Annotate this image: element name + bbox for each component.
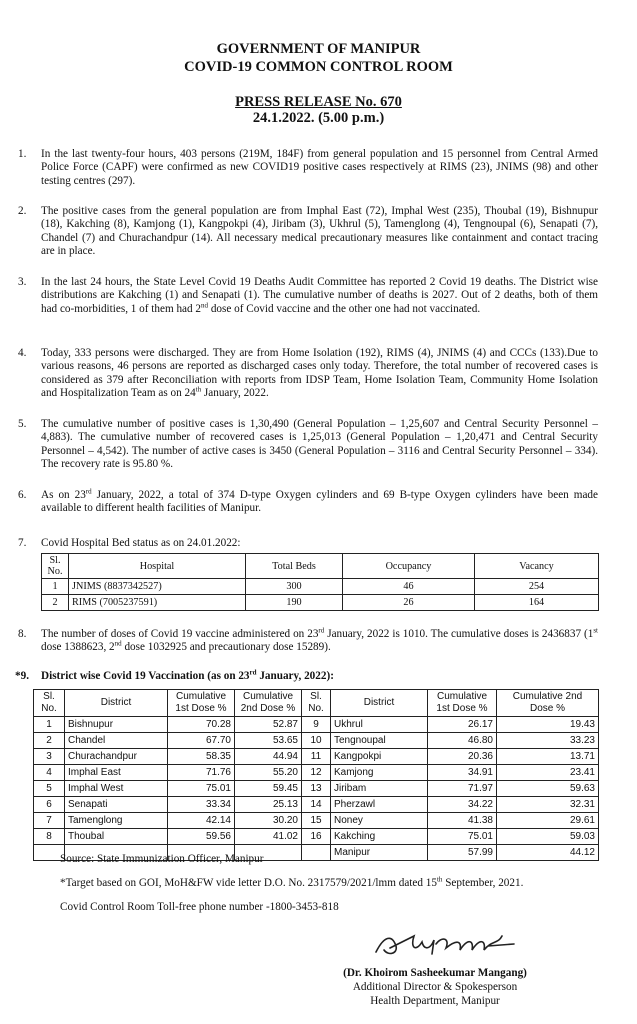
column-header: Cumulative 2nd Dose % <box>235 690 302 717</box>
table-cell: 7 <box>34 813 65 829</box>
column-header: Sl. No. <box>34 690 65 717</box>
table-cell: 25.13 <box>235 797 302 813</box>
header-control-room: COVID-19 COMMON CONTROL ROOM <box>184 59 453 75</box>
table-cell: Noney <box>331 813 428 829</box>
table-row <box>34 733 599 749</box>
table-cell: 26.17 <box>428 717 497 733</box>
table-cell: Kamjong <box>331 765 428 781</box>
column-header: Cumulative 2nd Dose % <box>497 690 599 717</box>
table-cell: 33.34 <box>168 797 235 813</box>
table-cell: 190 <box>246 595 343 611</box>
table-cell: 13.71 <box>497 749 599 765</box>
table-cell: Churachandpur <box>65 749 168 765</box>
table-cell: 59.45 <box>235 781 302 797</box>
table-cell: Tamenglong <box>65 813 168 829</box>
column-header: Total Beds <box>246 554 343 579</box>
table-cell: 19.43 <box>497 717 599 733</box>
vaccination-table <box>33 689 599 861</box>
table-cell: 57.99 <box>428 845 497 861</box>
table-cell: 34.22 <box>428 797 497 813</box>
table-cell: Chandel <box>65 733 168 749</box>
table-cell: 11 <box>302 749 331 765</box>
table-cell: Jiribam <box>331 781 428 797</box>
table-row <box>34 781 599 797</box>
para-vaccine-doses: The number of doses of Covid 19 vaccine administered on 23rd January, 2022 is 1010. The cumulative doses is 2436837 (1st dose 1388623, 2nd dose 1032925 and precautionary dose 15289). <box>41 626 598 654</box>
table-cell: Imphal West <box>65 781 168 797</box>
source-note: Source: State Immunization Officer, Manipur <box>60 853 264 865</box>
para-number: 8. <box>18 628 27 640</box>
table-cell: 75.01 <box>168 781 235 797</box>
table-cell: Manipur <box>331 845 428 861</box>
column-header: District <box>331 690 428 717</box>
table-cell: 59.03 <box>497 829 599 845</box>
table-cell: Tengnoupal <box>331 733 428 749</box>
table-cell: Senapati <box>65 797 168 813</box>
para-district-cases: The positive cases from the general population are from Imphal East (72), Imphal West (235), Thoubal (19), Bishnupur (18), Kakching (8), Kamjong (1), Kangpokpi (4), Jiribam (3), Ukhrul (5), Tamenglong (4), Tengnoupal (6), Senapati (7), Chandel (7) and Churachandpur (14). All necessary medical precautionary measures like containment and contact tracing are in place. <box>41 205 598 258</box>
table-cell: Kakching <box>331 829 428 845</box>
table-cell: 10 <box>302 733 331 749</box>
table-cell: 58.35 <box>168 749 235 765</box>
signatory-name: (Dr. Khoirom Sasheekumar Mangang) <box>343 967 527 979</box>
column-header: District <box>65 690 168 717</box>
table-cell: RIMS (7005237591) <box>69 595 246 611</box>
table-cell: 41.38 <box>428 813 497 829</box>
table-cell: 300 <box>246 579 343 595</box>
table-cell <box>302 845 331 861</box>
table-cell: 4 <box>34 765 65 781</box>
table-cell: 164 <box>475 595 599 611</box>
para-discharged: Today, 333 persons were discharged. They are from Home Isolation (192), RIMS (4), JNIMS (4) and CCCs (133).Due to various reasons, 46 persons are reported as discharged cases only today. Therefore, the total number of recovered cases is considered as 379 after Reconciliation with reports from IDSP Team, Home Isolation Team, Community Home Isolation and Hospitalization Team as on 24th January, 2022. <box>41 347 598 400</box>
table-cell: 9 <box>302 717 331 733</box>
table-cell: 23.41 <box>497 765 599 781</box>
table-cell: 254 <box>475 579 599 595</box>
table-cell: 29.61 <box>497 813 599 829</box>
table-cell: 12 <box>302 765 331 781</box>
table-cell: 16 <box>302 829 331 845</box>
table-cell: Bishnupur <box>65 717 168 733</box>
table-row <box>34 717 599 733</box>
table-cell: 20.36 <box>428 749 497 765</box>
table-cell: 44.12 <box>497 845 599 861</box>
table-cell: Pherzawl <box>331 797 428 813</box>
para-number: 1. <box>18 148 27 160</box>
table-cell: 67.70 <box>168 733 235 749</box>
column-header: Vacancy <box>475 554 599 579</box>
vaccination-title: District wise Covid 19 Vaccination (as on 23rd January, 2022): <box>41 668 334 682</box>
press-release-datetime: 24.1.2022. (5.00 p.m.) <box>252 110 385 126</box>
table-cell: JNIMS (8837342527) <box>69 579 246 595</box>
column-header: Cumulative 1st Dose % <box>428 690 497 717</box>
bed-status-table <box>41 553 599 611</box>
para-number: 6. <box>18 489 27 501</box>
table-cell: 32.31 <box>497 797 599 813</box>
para-number: 3. <box>18 276 27 288</box>
target-note: *Target based on GOI, MoH&FW vide letter D.O. No. 2317579/2021/lmm dated 15th September, 2021. <box>60 875 524 889</box>
table-row <box>34 765 599 781</box>
table-cell: 42.14 <box>168 813 235 829</box>
table-cell: 41.02 <box>235 829 302 845</box>
column-header: Cumulative 1st Dose % <box>168 690 235 717</box>
table-cell: Thoubal <box>65 829 168 845</box>
table-cell: 1 <box>34 717 65 733</box>
table-cell: 5 <box>34 781 65 797</box>
signatory-title: Additional Director & Spokesperson <box>352 981 518 993</box>
column-header: Sl. No. <box>302 690 331 717</box>
table-cell: 33.23 <box>497 733 599 749</box>
table-cell: 44.94 <box>235 749 302 765</box>
para-cumulative-cases: The cumulative number of positive cases is 1,30,490 (General Population – 1,25,607 and Central Security Personnel – 4,883). The cumulative number of recovered cases is 1,25,013 (General Population – 1,20,471 and Central Security Personnel – 4,542). The number of active cases is 3450 (General Population – 3116 and Central Security Personnel – 334). The recovery rate is 95.80 %. <box>41 418 598 471</box>
para-number: 2. <box>18 205 27 217</box>
para-oxygen: As on 23rd January, 2022, a total of 374 D-type Oxygen cylinders and 69 B-type Oxygen cylinders have been made available to different health facilities of Manipur. <box>41 487 598 515</box>
bed-status-title: Covid Hospital Bed status as on 24.01.2022: <box>41 537 241 549</box>
table-cell: 14 <box>302 797 331 813</box>
table-cell: 75.01 <box>428 829 497 845</box>
column-header: Sl. No. <box>42 554 69 579</box>
table-cell: 59.63 <box>497 781 599 797</box>
table-cell: 34.91 <box>428 765 497 781</box>
table-cell: 8 <box>34 829 65 845</box>
tollfree-number: Covid Control Room Toll-free phone number -1800-3453-818 <box>60 901 339 913</box>
table-cell: 2 <box>42 595 69 611</box>
table-cell: 6 <box>34 797 65 813</box>
press-release-number: PRESS RELEASE No. 670 <box>235 94 402 110</box>
table-cell: Ukhrul <box>331 717 428 733</box>
table-header-row <box>34 690 599 717</box>
table-cell: 13 <box>302 781 331 797</box>
table-cell: Kangpokpi <box>331 749 428 765</box>
signatory-department: Health Department, Manipur <box>370 995 500 1007</box>
table-cell: Imphal East <box>65 765 168 781</box>
table-row <box>34 749 599 765</box>
para-number: 7. <box>18 537 27 549</box>
table-cell: 30.20 <box>235 813 302 829</box>
signature-image <box>370 926 520 962</box>
table-cell: 71.97 <box>428 781 497 797</box>
table-cell: 55.20 <box>235 765 302 781</box>
table-row <box>34 797 599 813</box>
table-row <box>42 595 599 611</box>
table-row <box>42 579 599 595</box>
column-header: Hospital <box>69 554 246 579</box>
table-cell: 53.65 <box>235 733 302 749</box>
table-cell: 46 <box>343 579 475 595</box>
table-row <box>34 813 599 829</box>
table-cell: 3 <box>34 749 65 765</box>
table-cell: 71.76 <box>168 765 235 781</box>
table-row <box>34 829 599 845</box>
para-new-cases: In the last twenty-four hours, 403 persons (219M, 184F) from general population and 15 personnel from Central Armed Police Force (CAPF) were confirmed as new COVID19 positive cases respectively at RIMS (23), JNIMS (98) and other testing centres (297). <box>41 148 598 187</box>
table-cell: 70.28 <box>168 717 235 733</box>
table-header-row <box>42 554 599 579</box>
table-cell: 46.80 <box>428 733 497 749</box>
para-deaths: In the last 24 hours, the State Level Covid 19 Deaths Audit Committee has reported 2 Covid 19 deaths. The District wise distributions are Kakching (1) and Senapati (1). The cumulative number of deaths is 2027. Out of 2 deaths, both of them had co-morbidities, 1 of them had 2nd dose of Covid vaccine and the other one had not vaccinated. <box>41 276 598 315</box>
table-cell: 26 <box>343 595 475 611</box>
table-cell: 1 <box>42 579 69 595</box>
table-cell: 59.56 <box>168 829 235 845</box>
table-cell: 2 <box>34 733 65 749</box>
header-government: GOVERNMENT OF MANIPUR <box>216 41 421 57</box>
table-cell: 52.87 <box>235 717 302 733</box>
para-number: *9. <box>15 670 29 682</box>
column-header: Occupancy <box>343 554 475 579</box>
table-cell: 15 <box>302 813 331 829</box>
para-number: 5. <box>18 418 27 430</box>
para-number: 4. <box>18 347 27 359</box>
